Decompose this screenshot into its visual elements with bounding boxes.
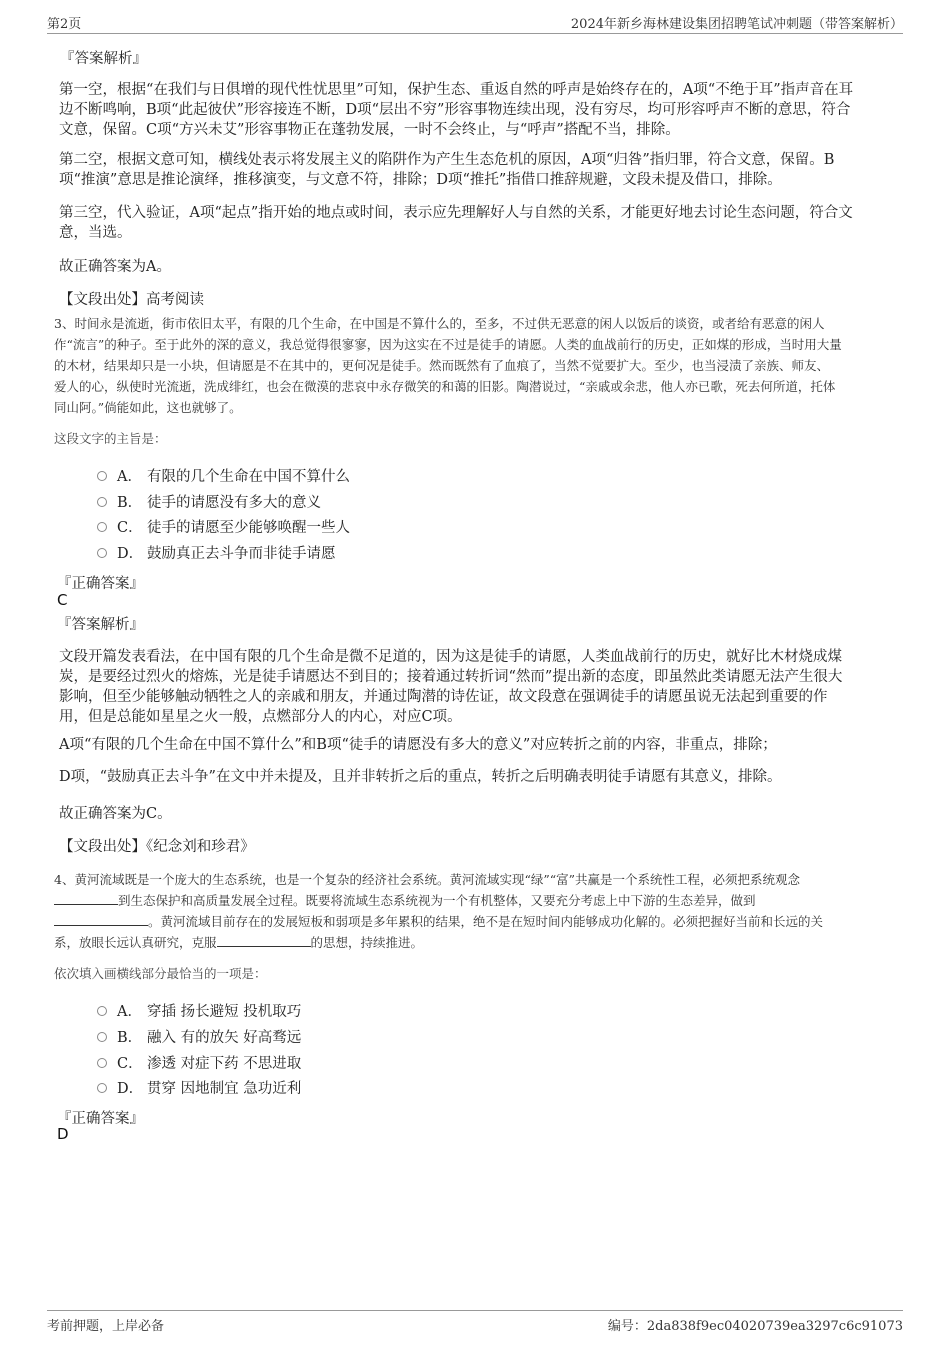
text-line: 第二空，根据文意可知，横线处表示将发展主义的陷阱作为产生生态危机的原因，A项“归咎”指归罪，符合文意，保留。B (59, 152, 835, 168)
option-letter: C． (117, 520, 143, 536)
q4-option-c[interactable] (97, 1052, 301, 1072)
source: 【文段出处】高考阅读 (59, 292, 204, 308)
radio-icon[interactable] (97, 497, 107, 507)
q4-option-d[interactable] (97, 1077, 301, 1097)
text-line: 意，当选。 (59, 225, 132, 241)
q3-option-d[interactable] (97, 542, 336, 562)
document-title: 2024年新乡海林建设集团招聘笔试冲刺题（带答案解析） (570, 17, 903, 32)
text-segment: 到生态保护和高质量发展全过程。既要将流域生态系统视为一个有机整体，又要充分考虑上中下游的生态差异，做到 (118, 893, 756, 908)
option-text: 贯穿 因地制宜 急功近利 (147, 1081, 302, 1097)
q3-analysis-paragraph-2: A项“有限的几个生命在中国不算什么”和B项“徒手的请愿没有多大的意义”对应转折之前的内容，非重点，排除； (59, 737, 777, 753)
option-letter: D． (117, 1081, 144, 1097)
q3-option-a[interactable] (97, 465, 350, 485)
option-letter: A． (117, 1004, 142, 1020)
option-letter: B． (117, 495, 143, 511)
fill-blank-2[interactable] (54, 911, 148, 926)
correct-answer: C (57, 591, 68, 609)
q3-analysis-paragraph-3: D项，“鼓励真正去斗争”在文中并未提及，且并非转折之后的重点，转折之后明确表明徒手请愿有其意义，排除。 (59, 769, 782, 785)
page-header (47, 13, 903, 34)
option-text: 渗透 对症下药 不思进取 (147, 1056, 302, 1072)
text-line: 3、时间永是流逝，街市依旧太平，有限的几个生命，在中国是不算什么的，至多，不过供无恶意的闲人以饭后的谈资，或者给有恶意的闲人 (54, 316, 825, 331)
option-text: 融入 有的放矢 好高骛远 (147, 1030, 302, 1046)
text-line (54, 890, 823, 911)
text-line: 作“流言”的种子。至于此外的深的意义，我总觉得很寥寥，因为这实在不过是徒手的请愿。人类的血战前行的历史，正如煤的形成，当时用大量 (54, 337, 842, 352)
radio-icon[interactable] (97, 1006, 107, 1016)
source: 【文段出处】《纪念刘和珍君》 (59, 839, 255, 855)
text-line: 影响，但至少能够触动牺牲之人的亲戚和朋友，并通过陶潜的诗佐证，故文段意在强调徒手的请愿虽说无法起到重要的作 (59, 689, 828, 705)
q3-analysis-paragraph-1 (59, 647, 842, 727)
option-letter: B． (117, 1030, 143, 1046)
text-line: 文段开篇发表看法，在中国有限的几个生命是微不足道的，因为这是徒手的请愿，人类血战前行的历史，就好比木材烧成煤 (59, 649, 842, 665)
document-id: 编号：2da838f9ec04020739ea3297c6c91073 (607, 1319, 903, 1334)
question-4-text (54, 869, 823, 953)
q4-option-a[interactable] (97, 1000, 301, 1020)
analysis-label: 『答案解析』 (57, 617, 144, 633)
page-footer (47, 1310, 903, 1333)
fill-blank-1[interactable] (54, 890, 118, 905)
option-text: 徒手的请愿至少能够唤醒一些人 (147, 520, 350, 536)
analysis-label: 『答案解析』 (60, 51, 147, 67)
question-3-text (54, 313, 842, 418)
footer-slogan: 考前押题，上岸必备 (47, 1319, 165, 1334)
option-text: 鼓励真正去斗争而非徒手请愿 (147, 546, 336, 562)
fill-blank-3[interactable] (217, 932, 311, 947)
text-line: 炭，是要经过烈火的熔炼，光是徒手请愿达不到目的；接着通过转折词“然而”提出新的态度，即虽然此类请愿无法产生很大 (59, 669, 843, 685)
text-line: 边不断鸣响，B项“此起彼伏”形容接连不断，D项“层出不穷”形容事物连续出现，没有穷尽，均可形容呼声不断的意思，符合 (59, 102, 851, 118)
text-line: 4、黄河流域既是一个庞大的生态系统，也是一个复杂的经济社会系统。黄河流域实现“绿”“富”共赢是一个系统性工程，必须把系统观念 (54, 872, 801, 887)
radio-icon[interactable] (97, 1032, 107, 1042)
option-letter: D． (117, 546, 144, 562)
text-segment: 。黄河流域目前存在的发展短板和弱项是多年累积的结果，绝不是在短时间内能够成功化解的。必须把握好当前和长远的关 (148, 914, 824, 929)
radio-icon[interactable] (97, 548, 107, 558)
text-line: 同山阿。”倘能如此，这也就够了。 (54, 400, 242, 415)
question-4-prompt: 依次填入画横线部分最恰当的一项是： (54, 966, 267, 981)
analysis-paragraph-2 (59, 150, 834, 190)
option-letter: A． (117, 469, 142, 485)
analysis-paragraph-3 (59, 203, 853, 243)
option-text: 徒手的请愿没有多大的意义 (147, 495, 321, 511)
text-line: 第一空，根据“在我们与日俱增的现代性忧思里”可知，保护生态、重返自然的呼声是始终存在的，A项“不绝于耳”指声音在耳 (59, 82, 854, 98)
option-letter: C． (117, 1056, 143, 1072)
analysis-paragraph-1 (59, 80, 853, 140)
q3-option-b[interactable] (97, 491, 321, 511)
option-text: 穿插 扬长避短 投机取巧 (147, 1004, 302, 1020)
text-segment: 系，放眼长远认真研究，克服 (54, 935, 217, 950)
radio-icon[interactable] (97, 1058, 107, 1068)
question-3-prompt: 这段文字的主旨是： (54, 431, 167, 446)
text-line: 的木材，结果却只是一小块，但请愿是不在其中的，更何况是徒手。然而既然有了血痕了，当然不觉要扩大。至少，也当浸渍了亲族、师友、 (54, 358, 830, 373)
correct-answer: D (57, 1125, 69, 1143)
conclusion: 故正确答案为C。 (59, 806, 172, 822)
correct-answer-label: 『正确答案』 (57, 1111, 144, 1127)
radio-icon[interactable] (97, 471, 107, 481)
text-line: 项“推演”意思是推论演绎，推移演变，与文意不符，排除；D项“推托”指借口推辞规避，文段未提及借口，排除。 (59, 172, 782, 188)
text-line: 用，但是总能如星星之火一般，点燃部分人的内心，对应C项。 (59, 709, 462, 725)
page-number: 第2页 (47, 17, 82, 32)
q3-option-c[interactable] (97, 516, 350, 536)
option-text: 有限的几个生命在中国不算什么 (147, 469, 350, 485)
radio-icon[interactable] (97, 522, 107, 532)
text-line: 爱人的心，纵使时光流逝，洗成绯红，也会在微漠的悲哀中永存微笑的和蔼的旧影。陶潜说过，“亲戚或余悲，他人亦已歌，死去何所道，托体 (54, 379, 836, 394)
correct-answer-label: 『正确答案』 (57, 576, 144, 592)
text-line: 第三空，代入验证，A项“起点”指开始的地点或时间，表示应先理解好人与自然的关系，才能更好地去讨论生态问题，符合文 (59, 205, 853, 221)
text-segment: 的思想，持续推进。 (310, 935, 424, 950)
text-line (54, 911, 823, 932)
radio-icon[interactable] (97, 1083, 107, 1093)
q4-option-b[interactable] (97, 1026, 301, 1046)
text-line: 文意，保留。C项“方兴未艾”形容事物正在蓬勃发展，一时不会终止，与“呼声”搭配不当，排除。 (59, 122, 680, 138)
text-line (54, 932, 823, 953)
conclusion: 故正确答案为A。 (59, 259, 171, 275)
